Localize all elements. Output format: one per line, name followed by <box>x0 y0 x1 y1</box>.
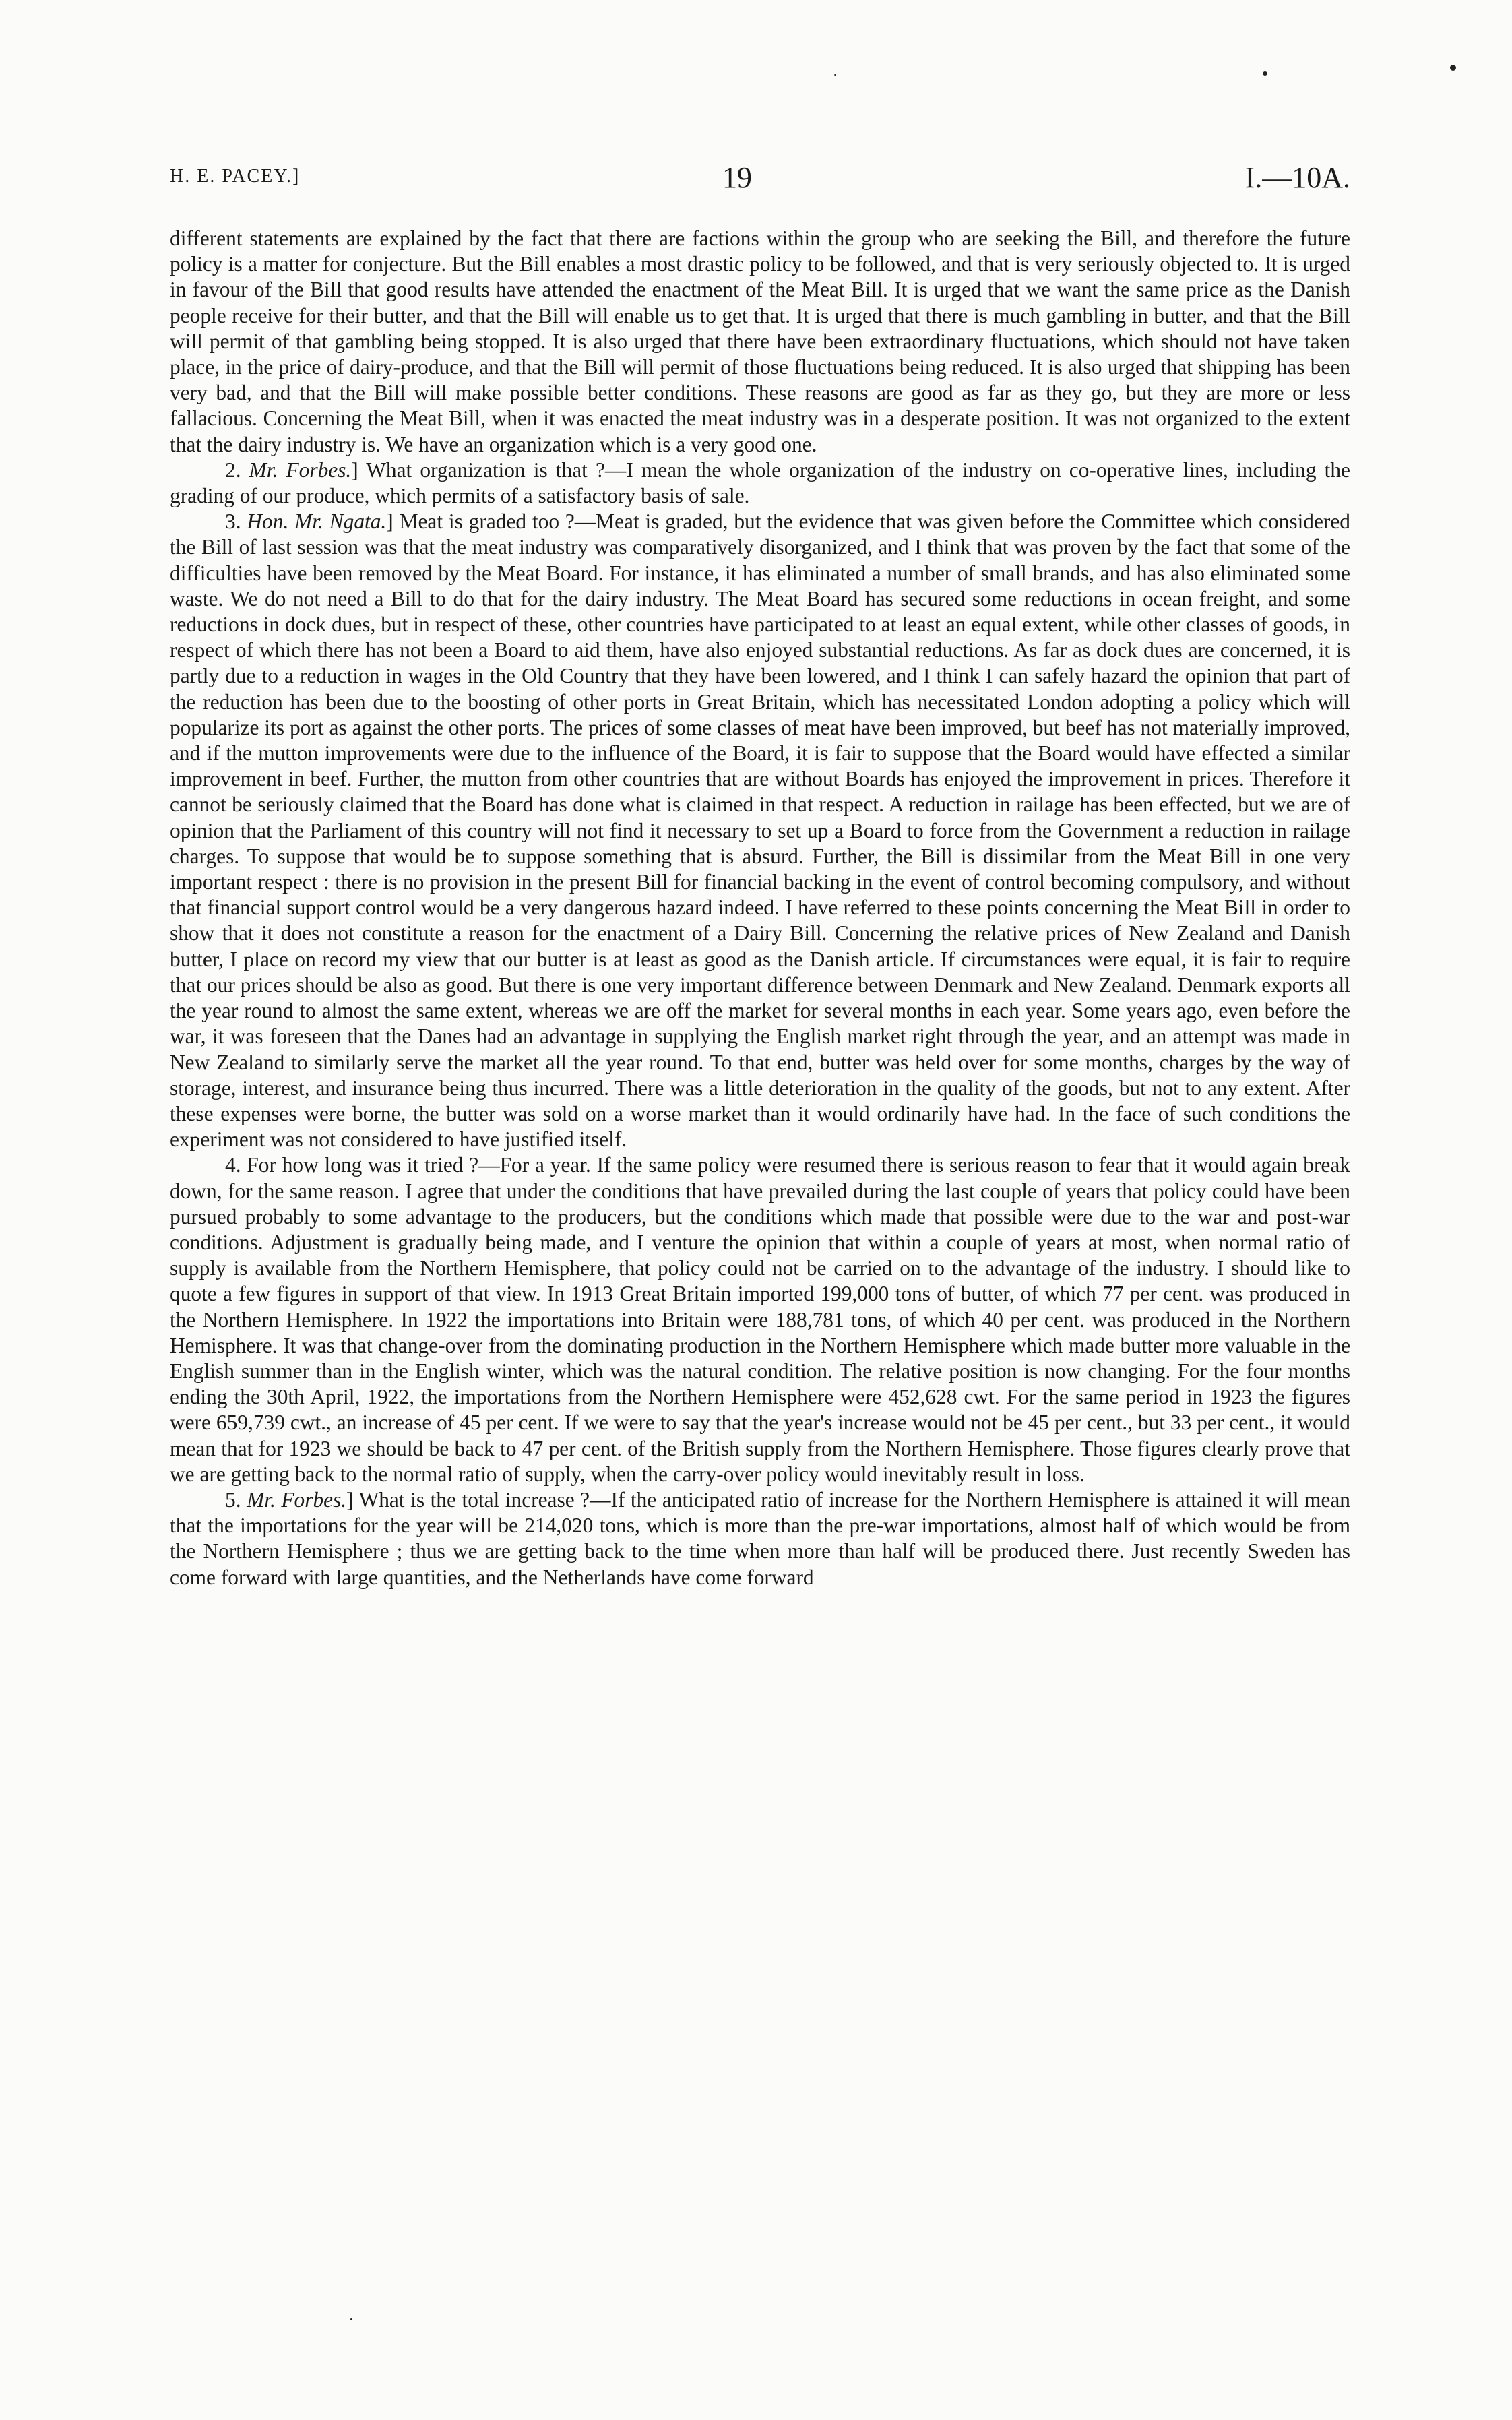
paragraph <box>170 458 1350 509</box>
paragraph <box>170 1152 1350 1487</box>
question-number: 4. <box>225 1153 241 1177</box>
page-number: 19 <box>722 161 752 194</box>
paragraph <box>170 509 1350 1152</box>
question-number: 5. <box>225 1487 241 1512</box>
scan-speck <box>1450 65 1456 71</box>
document-body <box>170 226 1350 1590</box>
speaker-name: Mr. Forbes. <box>249 458 352 482</box>
paragraph-text: For how long was it tried ?—For a year. If the same policy were resumed there is serious reason to fear that it would again break down, for the same reason. I agree that under the conditions that have prevailed during the last couple of years that policy could have been pursued probably to some advantage to the producers, but the conditions which made that possible were due to the war and post-war conditions. Adjustment is gradually being made, and I venture the opinion that within a couple of years at most, when normal ratio of supply is available from the Northern Hemisphere, that policy could not be carried on to the advantage of the industry. I should like to quote a few figures in support of that view. In 1913 Great Britain imported 199,000 tons of butter, of which 77 per cent. was produced in the Northern Hemisphere. In 1922 the importations into Britain were 188,781 tons, of which 40 per cent. was produced in the Northern Hemisphere. It was that change-over from the dominating production in the Northern Hemisphere which made butter more valuable in the English summer than in the English winter, which was the natural condition. The relative position is now changing. For the four months ending the 30th April, 1922, the importations from the Northern Hemisphere were 452,628 cwt. For the same period in 1923 the figures were 659,739 cwt., an increase of 45 per cent. If we were to say that the year's increase would not be 45 per cent., but 33 per cent., it would mean that for 1923 we should be back to 47 per cent. of the British supply from the Northern Hemisphere. Those figures clearly prove that we are getting back to the normal ratio of supply, when the carry-over policy would inevitably result in loss. <box>170 1153 1350 1486</box>
paragraph-text: ] What organization is that ?—I mean the whole organization of the industry on co-operative lines, including the grading of our produce, which permits of a satisfactory basis of sale. <box>170 458 1350 508</box>
question-number: 3. <box>225 509 241 534</box>
question-number: 2. <box>225 458 241 482</box>
page-header <box>170 160 1350 201</box>
paragraph-text: ] Meat is graded too ?—Meat is graded, but the evidence that was given before the Committee which considered the Bill of last session was that the meat industry was comparatively disorganized, and I think that was proven by the fact that some of the difficulties have been removed by the Meat Board. For instance, it has eliminated a number of small brands, and has also eliminated some waste. We do not need a Bill to do that for the dairy industry. The Meat Board has secured some reductions in ocean freight, and some reductions in dock dues, but in respect of these, other countries have participated to at least an equal extent, while other classes of goods, in respect of which there has not been a Board to aid them, have also enjoyed substantial reductions. As far as dock dues are concerned, it is partly due to a reduction in wages in the Old Country that they have been lowered, and I think I can safely hazard the opinion that part of the reduction has been due to the boosting of other ports in Great Britain, which has necessitated London adopting a policy which will popularize its port as against the other ports. The prices of some classes of meat have been improved, but beef has not materially improved, and if the mutton improvements were due to the influence of the Board, it is fair to suppose that the Board would have effected a similar improvement in beef. Further, the mutton from other countries that are without Boards has enjoyed the improvement in prices. Therefore it cannot be seriously claimed that the Board has done what is claimed in that respect. A reduction in railage has been effected, but we are of opinion that the Parliament of this country will not find it necessary to set up a Board to force from the Government a reduction in railage charges. To suppose that would be to suppose something that is absurd. Further, the Bill is dissimilar from the Meat Bill in one very important respect : there is no provision in the present Bill for financial backing in the event of control becoming compulsory, and without that financial support control would be a very dangerous hazard indeed. I have referred to these points concerning the Meat Bill in order to show that it does not constitute a reason for the enactment of a Dairy Bill. Concerning the relative prices of New Zealand and Danish butter, I place on record my view that our butter is at least as good as the Danish article. If circumstances were equal, it is fair to require that our prices should be also as good. But there is one very important difference between Denmark and New Zealand. Denmark exports all the year round to almost the same extent, whereas we are off the market for several months in each year. Some years ago, even before the war, it was foreseen that the Danes had an advantage in supplying the English market right through the year, and an attempt was made in New Zealand to similarly serve the market all the year round. To that end, butter was held over for some months, charges by the way of storage, interest, and insurance being thus incurred. There was a little deterioration in the quality of the goods, but not to any extent. After these expenses were borne, the butter was sold on a worse market than it would ordinarily have had. In the face of such conditions the experiment was not considered to have justified itself. <box>170 509 1350 1152</box>
document-reference: I.—10A. <box>1245 161 1350 194</box>
scan-speck <box>350 2318 352 2320</box>
header-witness-name: H. E. PACEY.] <box>170 166 301 187</box>
scan-speck <box>834 74 836 76</box>
speaker-name: Hon. Mr. Ngata. <box>247 509 387 534</box>
paragraph <box>170 226 1350 458</box>
paragraph-text: ] What is the total increase ?—If the anticipated ratio of increase for the Northern Hemisphere is attained it will mean that the importations for the year will be 214,020 tons, which is more than the pre-war importations, almost half of which would be from the Northern Hemisphere ; thus we are getting back to the time when more than half will be produced there. Just recently Sweden has come forward with large quantities, and the Netherlands have come forward <box>170 1487 1350 1589</box>
speaker-name: Mr. Forbes. <box>247 1487 347 1512</box>
paragraph-text: different statements are explained by the fact that there are factions within the group who are seeking the Bill, and therefore the future policy is a matter for conjecture. But the Bill enables a most drastic policy to be followed, and that is very seriously objected to. It is urged in favour of the Bill that good results have attended the enactment of the Meat Bill. It is urged that we want the same price as the Danish people receive for their butter, and that the Bill will enable us to get that. It is urged that there is much gambling in butter, and that the Bill will permit of that gambling being stopped. It is also urged that there have been extraordinary fluctuations, which should not have taken place, in the price of dairy-produce, and that the Bill will permit of those fluctuations being reduced. It is also urged that shipping has been very bad, and that the Bill will make possible better conditions. These reasons are good as far as they go, but they are more or less fallacious. Concerning the Meat Bill, when it was enacted the meat industry was in a desperate position. It was not organized to the extent that the dairy industry is. We have an organization which is a very good one. <box>170 226 1350 456</box>
paragraph <box>170 1487 1350 1590</box>
scan-speck <box>1263 71 1267 76</box>
